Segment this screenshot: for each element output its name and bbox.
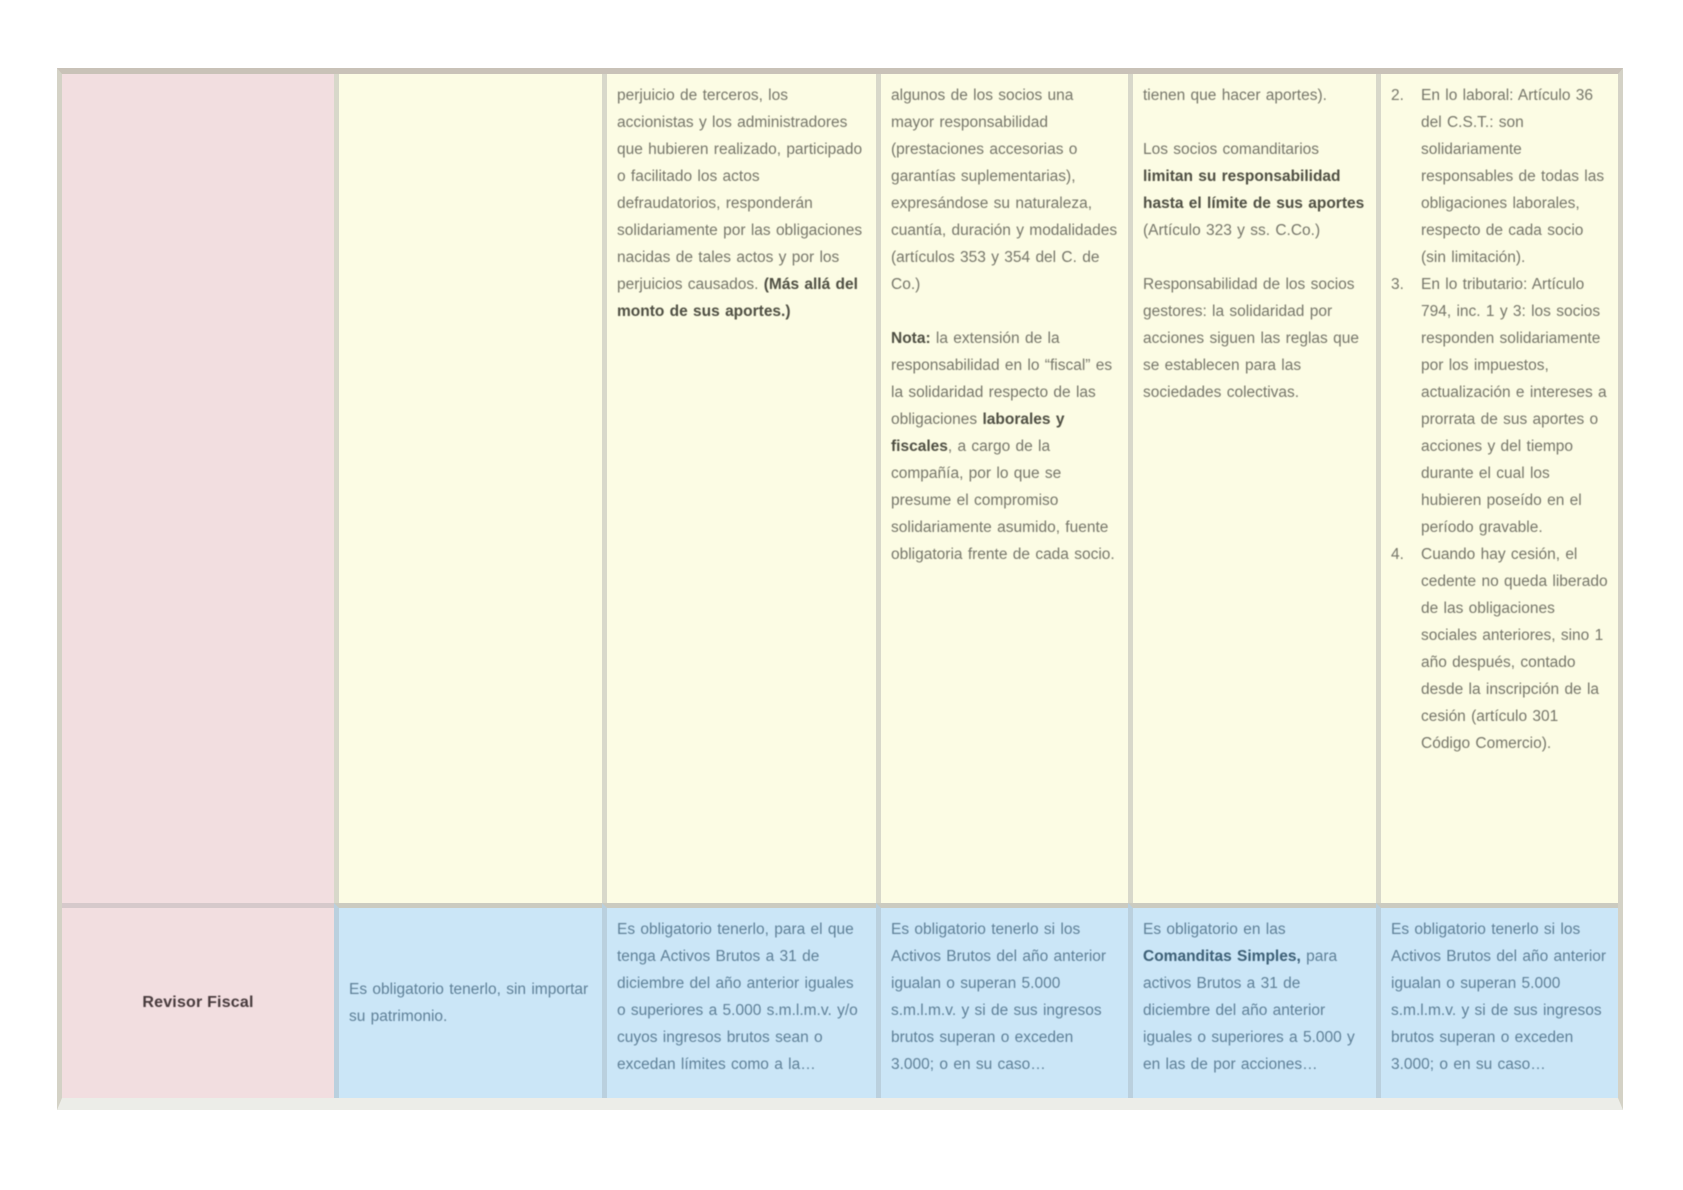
cell-r1-c4 <box>876 74 1128 903</box>
paragraph: Los socios comanditarios limitan su responsabilidad hasta el límite de sus aportes (Artículo 323 y ss. C.Co.) <box>1143 141 1365 239</box>
list-item-number: 2. <box>1391 87 1404 104</box>
list-item <box>1391 541 1608 757</box>
comparison-table <box>57 68 1623 1110</box>
cell-r1-c5 <box>1128 74 1376 903</box>
paragraph-nota: Nota: la extensión de la responsabilidad en lo “fiscal” es la solidaridad respecto de las obligaciones laborales y fiscales, a cargo de la compañía, por lo que se presume el compromiso solidariamente asumido, fuente obligatoria frente de cada socio. <box>891 330 1115 563</box>
list-item <box>1391 271 1608 541</box>
cell-r2-c5 <box>1128 903 1376 1098</box>
cell-r2-c3 <box>602 903 876 1098</box>
cell-r1-c2-empty <box>334 74 602 903</box>
list-item-text: Cuando hay cesión, el cedente no queda liberado de las obligaciones sociales anteriores, sino 1 año después, contado desde la inscripción de la cesión (artículo 301 Código Comercio). <box>1421 546 1608 752</box>
cell-r2-c4 <box>876 903 1128 1098</box>
cell-text <box>1391 82 1608 757</box>
list-item-text: En lo tributario: Artículo 794, inc. 1 y 3: los socios responden solidariamente por los impuestos, actualización e intereses a prorrata de sus aportes o acciones y del tiempo durante el cual los hubieren poseído en el período gravable. <box>1421 276 1607 536</box>
cell-text <box>1391 916 1608 1078</box>
list-item <box>1391 82 1608 271</box>
cell-text <box>891 916 1118 1078</box>
cell-r1-c6 <box>1376 74 1618 903</box>
paragraph: Responsabilidad de los socios gestores: la solidaridad por acciones siguen las reglas que se establecen para las sociedades colectivas. <box>1143 276 1359 401</box>
cell-r2-c6 <box>1376 903 1618 1098</box>
row-label: Revisor Fiscal <box>142 994 254 1011</box>
cell-text <box>349 976 592 1030</box>
paragraph: Es obligatorio en las Comanditas Simples, para activos Brutos a 31 de diciembre del año anterior iguales o superiores a 5.000 y en las de por acciones… <box>1143 921 1355 1073</box>
list-item-number: 4. <box>1391 546 1404 563</box>
paragraph: Es obligatorio tenerlo, para el que tenga Activos Brutos a 31 de diciembre del año anterior iguales o superiores a 5.000 s.m.l.m.v. y/o cuyos ingresos brutos sean o excedan límites como a la… <box>617 921 858 1073</box>
paragraph: tienen que hacer aportes). <box>1143 87 1327 104</box>
paragraph: Es obligatorio tenerlo, sin importar su patrimonio. <box>349 981 589 1025</box>
cell-r1-c3 <box>602 74 876 903</box>
cell-r2-c2 <box>334 903 602 1098</box>
cell-text <box>891 82 1118 568</box>
paragraph: Es obligatorio tenerlo si los Activos Brutos del año anterior igualan o superan 5.000 s.m.l.m.v. y si de sus ingresos brutos superan o exceden 3.000; o en su caso… <box>1391 921 1607 1073</box>
cell-text <box>1143 916 1366 1078</box>
cell-text <box>1143 82 1366 406</box>
paragraph: Es obligatorio tenerlo si los Activos Brutos del año anterior igualan o superan 5.000 s.m.l.m.v. y si de sus ingresos brutos superan o exceden 3.000; o en su caso… <box>891 921 1107 1073</box>
list-item-number: 3. <box>1391 276 1404 293</box>
list-item-text: En lo laboral: Artículo 36 del C.S.T.: son solidariamente responsables de todas las obligaciones laborales, respecto de cada socio (sin limitación). <box>1421 87 1605 266</box>
row-header-cell-empty <box>62 74 334 903</box>
row-header-cell-revisor-fiscal <box>62 903 334 1098</box>
paragraph: perjuicio de terceros, los accionistas y los administradores que hubieren realizado, participado o facilitado los actos defraudatorios, responderán solidariamente por las obligaciones nacidas de tales actos y por los perjuicios causados. (Más allá del monto de sus aportes.) <box>617 87 863 320</box>
paragraph: algunos de los socios una mayor responsabilidad (prestaciones accesorias o garantías suplementarias), expresándose su naturaleza, cuantía, duración y modalidades (artículos 353 y 354 del C. de Co.) <box>891 87 1118 293</box>
cell-text <box>617 82 866 325</box>
cell-text <box>617 916 866 1078</box>
